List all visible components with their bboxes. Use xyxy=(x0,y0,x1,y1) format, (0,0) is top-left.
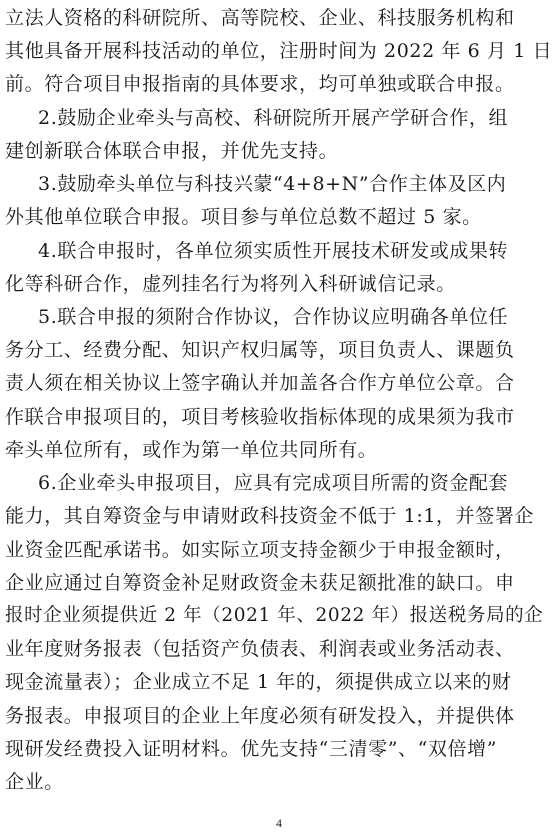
paragraph-first-line: 5.联合申报的须附合作协议，合作协议应明确各单位任 xyxy=(38,306,509,328)
paragraph-first-line: 3.鼓励牵头单位与科技兴蒙“4+8+N”合作主体及区内 xyxy=(38,173,507,196)
text-line: 建创新联合体联合申报，并优先支持。 xyxy=(5,139,339,162)
text-line: 其他具备开展科技活动的单位，注册时间为 2022 年 6 月 1 日 xyxy=(5,40,553,63)
text-line: 业资金匹配承诺书。如实际立项支持金额少于申报金额时， xyxy=(5,538,515,561)
text-line: 责人须在相关协议上签字确认并加盖各合作方单位公章。合 xyxy=(5,372,515,395)
text-line: 能力，其自筹资金与申请财政科技资金不低于 1:1，并签署企 xyxy=(5,505,535,528)
text-line: 牵头单位所有，或作为第一单位共同所有。 xyxy=(5,438,378,461)
paragraph-first-line: 6.企业牵头申报项目，应具有完成项目所需的资金配套 xyxy=(38,472,509,494)
paragraph-first-line: 2.鼓励企业牵头与高校、科研院所开展产学研合作，组 xyxy=(38,106,509,129)
text-line: 现研发经费投入证明材料。优先支持“三清零”、“双倍增” xyxy=(5,737,498,760)
text-line: 前。符合项目申报指南的具体要求，均可单独或联合申报。 xyxy=(5,73,515,96)
paragraph-first-line: 4.联合申报时，各单位须实质性开展技术研发或成果转 xyxy=(38,239,509,262)
page-number: 4 xyxy=(276,816,282,830)
text-line: 企业应通过自筹资金补足财政资金未获足额批准的缺口。申 xyxy=(5,571,515,594)
text-line: 现金流量表）；企业成立不足 1 年的，须提供成立以来的财 xyxy=(5,671,512,694)
text-line: 业年度财务报表（包括资产负债表、利润表或业务活动表、 xyxy=(5,638,515,661)
text-line: 立法人资格的科研院所、高等院校、企业、科技服务机构和 xyxy=(5,7,515,29)
text-line: 企业。 xyxy=(5,771,64,793)
text-line: 外其他单位联合申报。项目参与单位总数不超过 5 家。 xyxy=(5,206,482,229)
text-line: 化等科研合作，虚列挂名行为将列入科研诚信记录。 xyxy=(5,272,456,295)
text-line: 作联合申报项目的，项目考核验收指标体现的成果须为我市 xyxy=(5,405,515,428)
text-line: 务分工、经费分配、知识产权归属等，项目负责人、课题负 xyxy=(5,339,515,362)
text-line: 务报表。申报项目的企业上年度必须有研发投入，并提供体 xyxy=(5,704,515,727)
text-line: 报时企业须提供近 2 年（2021 年、2022 年）报送税务局的企 xyxy=(5,604,544,626)
